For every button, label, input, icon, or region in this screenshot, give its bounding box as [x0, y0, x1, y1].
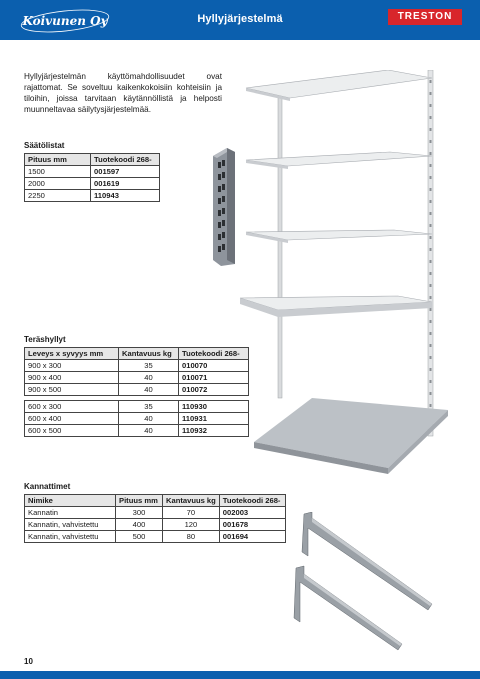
- column-header: Kantavuus kg: [119, 348, 179, 360]
- table-cell: Kannatin, vahvistettu: [25, 519, 116, 531]
- table-row: [25, 166, 160, 178]
- column-header: Leveys x syvyys mm: [25, 348, 119, 360]
- table-header-row: [25, 495, 286, 507]
- table-row: [25, 401, 249, 413]
- kannattimet-table: [24, 494, 286, 543]
- table-header-row: [25, 154, 160, 166]
- table-cell: 500: [116, 531, 163, 543]
- intro-text: Hyllyjärjestelmän käyttömahdollisuudet ovat rajattomat. Se soveltuu kaikenkokoisiin kohteisiin ja tiloihin, joissa tarvitaan käytännöllistä ja helposti muunneltavaa säilytysjärjestelmää.: [24, 72, 222, 114]
- saatolistat-title: Säätölistat: [24, 141, 65, 150]
- table-cell: 110931: [179, 413, 249, 425]
- table-row: [25, 384, 249, 396]
- table-cell: 40: [119, 372, 179, 384]
- column-header: Kantavuus kg: [163, 495, 220, 507]
- saatolistat-table: [24, 153, 160, 202]
- column-header: Tuotekoodi 268-: [91, 154, 160, 166]
- table-cell: 001678: [219, 519, 285, 531]
- table-cell: 001597: [91, 166, 160, 178]
- table-row: [25, 178, 160, 190]
- table-cell: 120: [163, 519, 220, 531]
- table-cell: 2250: [25, 190, 91, 202]
- treston-logo: TRESTON: [388, 9, 462, 25]
- table-row: [25, 372, 249, 384]
- page-title: Hyllyjärjestelmä: [197, 13, 283, 25]
- table-cell: 900 x 500: [25, 384, 119, 396]
- table-row: [25, 190, 160, 202]
- terashyllyt-table: [24, 347, 249, 437]
- table-cell: 1500: [25, 166, 91, 178]
- column-header: Tuotekoodi 268-: [219, 495, 285, 507]
- table-cell: Kannatin: [25, 507, 116, 519]
- table-cell: 35: [119, 360, 179, 372]
- brackets-image: [268, 512, 438, 652]
- shelving-unit-image: [238, 70, 438, 440]
- table-cell: 40: [119, 425, 179, 437]
- table-cell: 110932: [179, 425, 249, 437]
- column-header: Tuotekoodi 268-: [179, 348, 249, 360]
- table-header-row: [25, 348, 249, 360]
- column-header: Pituus mm: [25, 154, 91, 166]
- svg-text:Koivunen Oy: Koivunen Oy: [22, 14, 108, 28]
- table-row: [25, 360, 249, 372]
- table-cell: 110930: [179, 401, 249, 413]
- table-cell: 2000: [25, 178, 91, 190]
- table-cell: 010072: [179, 384, 249, 396]
- steel-shelf-image: [252, 398, 452, 478]
- table-row: [25, 425, 249, 437]
- table-cell: 70: [163, 507, 220, 519]
- table-cell: 600 x 500: [25, 425, 119, 437]
- table-row: [25, 507, 286, 519]
- terashyllyt-title: Teräshyllyt: [24, 335, 66, 344]
- table-row: [25, 531, 286, 543]
- table-cell: 900 x 300: [25, 360, 119, 372]
- table-cell: 001619: [91, 178, 160, 190]
- table-cell: 900 x 400: [25, 372, 119, 384]
- table-cell: 400: [116, 519, 163, 531]
- table-cell: 600 x 300: [25, 401, 119, 413]
- kannattimet-title: Kannattimet: [24, 482, 71, 491]
- table-cell: 002003: [219, 507, 285, 519]
- table-cell: 40: [119, 413, 179, 425]
- page-number: 10: [24, 657, 33, 666]
- page-header: [0, 0, 480, 40]
- table-cell: Kannatin, vahvistettu: [25, 531, 116, 543]
- table-cell: 40: [119, 384, 179, 396]
- table-cell: 110943: [91, 190, 160, 202]
- table-cell: 010070: [179, 360, 249, 372]
- table-row: [25, 413, 249, 425]
- table-cell: 010071: [179, 372, 249, 384]
- table-cell: 001694: [219, 531, 285, 543]
- table-cell: 80: [163, 531, 220, 543]
- table-row: [25, 519, 286, 531]
- table-cell: 35: [119, 401, 179, 413]
- column-header: Nimike: [25, 495, 116, 507]
- table-cell: 300: [116, 507, 163, 519]
- table-cell: 600 x 400: [25, 413, 119, 425]
- column-header: Pituus mm: [116, 495, 163, 507]
- footer-bar: [0, 671, 480, 679]
